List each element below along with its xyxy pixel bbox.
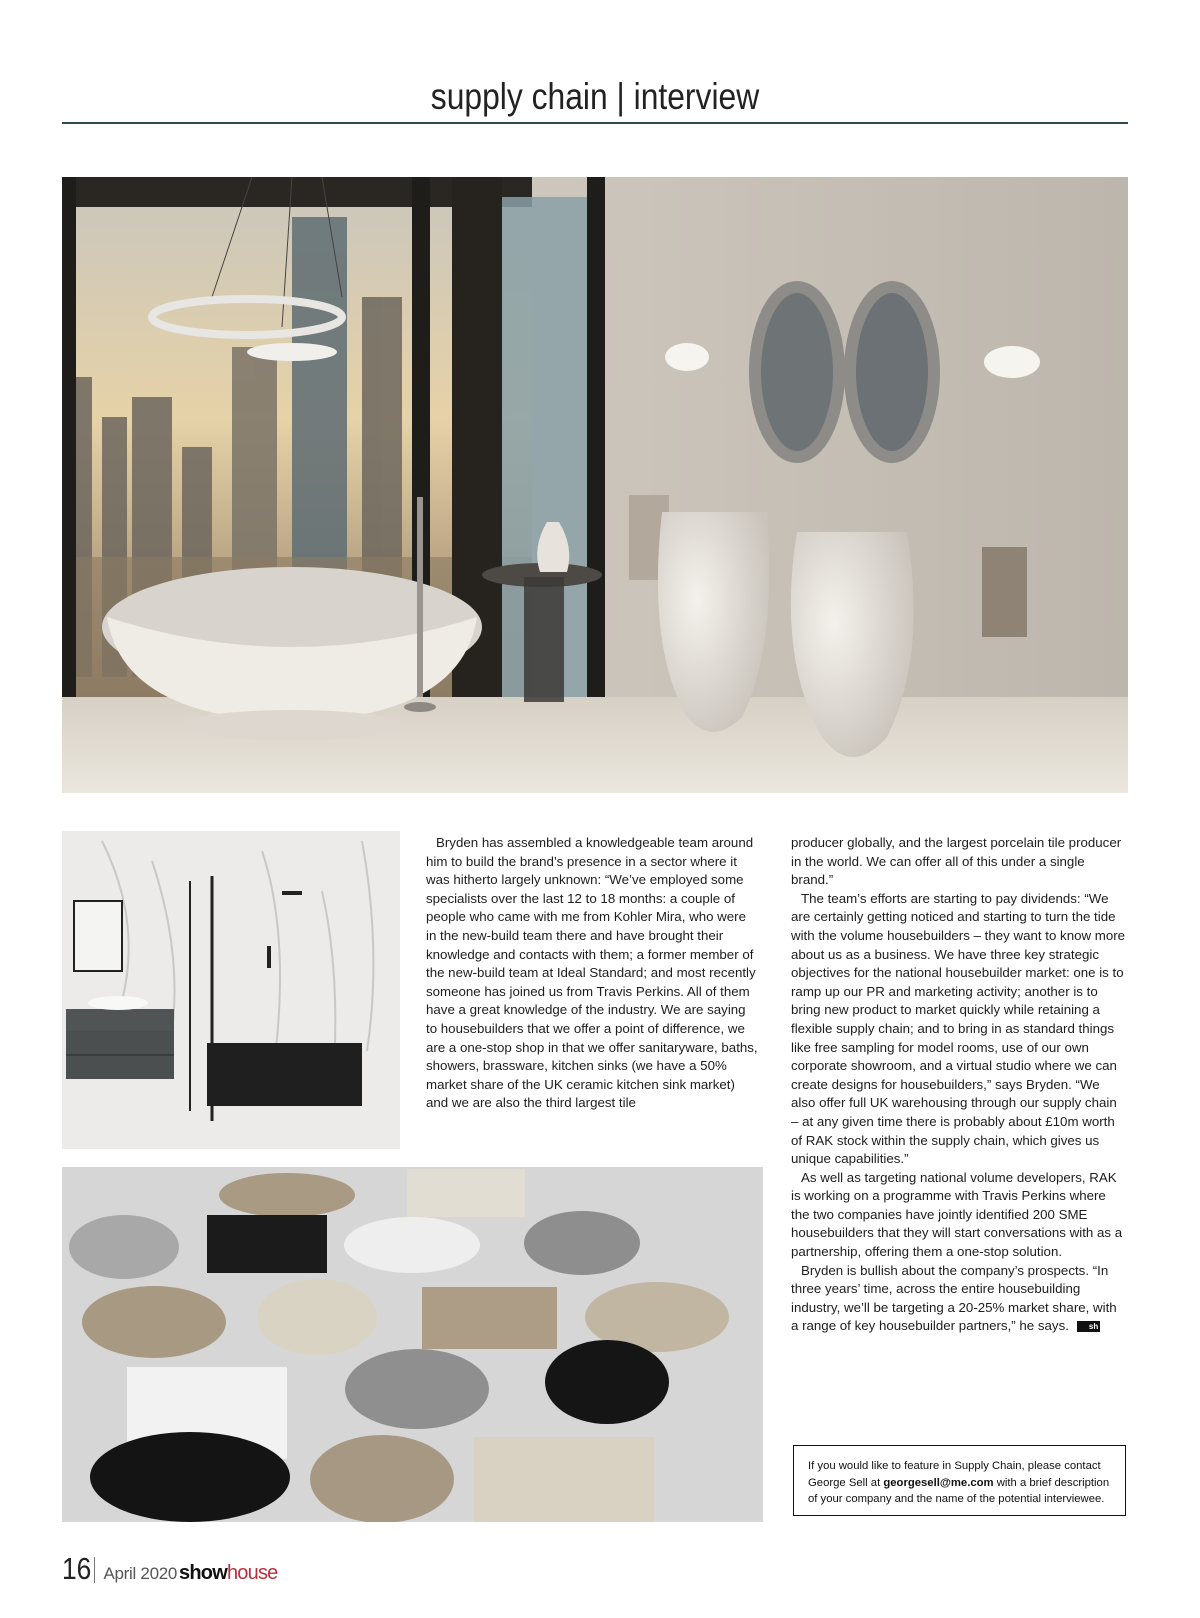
contact-email-link[interactable]: georgesell@me.com	[883, 1476, 994, 1489]
contact-text-b: with a brief description of your company and the name of the potential interviewee.	[808, 1476, 1110, 1505]
article-paragraph: Bryden has assembled a knowledgeable team around him to build the brand’s presence in a sector where it was hitherto largely unknown: “We’ve employed some specialists over the last 12 to 18 months: a couple of people who came with me from Kohler Mira, who were in the new-build team there and have brought their knowledge and contacts with them; a former member of the new-build team at Ideal Standard; and most recently someone has joined us from Travis Perkins. All of them have a great knowledge of the industry. We are saying to housebuilders that we offer a point of difference, we are a one-stop shop in that we offer sanitaryware, baths, showers, brassware, kitchen sinks (we have a 50% market share of the UK ceramic kitchen sink market) and we are also the third largest tile	[426, 835, 758, 1111]
article-paragraph-text: Bryden is bullish about the company’s prospects. “In three years’ time, across the entire housebuilding industry, we’ll be targeting a 20-25% market share, with a range of key housebuilder partners,” he says.	[791, 1262, 1117, 1334]
end-mark-icon: sh	[1077, 1321, 1100, 1332]
hero-bathroom-photo	[62, 177, 1128, 793]
contact-box	[793, 1445, 1126, 1516]
article-paragraph: The team’s efforts are starting to pay dividends: “We are certainly getting noticed and starting to turn the tide with the volume housebuilders – they want to know more about us as a business. We have three key strategic objectives for the national housebuilder market: one is to ramp up our PR and marketing activity; another is to bring new product to market quickly while retaining a flexible supply chain; and to bring in as standard things like free sampling for model rooms, use of our own corporate showroom, and a virtual studio where we can create designs for housebuilders,” says Bryden. “We also offer full UK warehousing through our supply chain – at any given time there is probably about £10m worth of RAK stock within the supply chain, which gives us unique capabilities.”	[791, 890, 1126, 1167]
section-title: supply chain | interview	[430, 76, 760, 117]
contact-text-a: If you would like to feature in Supply Chain, please contact George Sell at	[808, 1460, 1101, 1489]
shower-enclosure-photo	[62, 831, 400, 1149]
contact-text	[808, 1458, 1118, 1508]
issue-date: April 2020	[103, 1564, 178, 1583]
page-number: 16	[62, 1551, 92, 1586]
brand-logo-house: house	[226, 1562, 278, 1584]
article-column-2	[791, 834, 1127, 1336]
article-paragraph-final	[791, 1262, 1127, 1336]
brand-logo-show: show	[179, 1562, 227, 1584]
footer-divider	[94, 1557, 95, 1583]
page-footer	[62, 1551, 277, 1591]
article-paragraph: producer globally, and the largest porcelain tile producer in the world. We can offer all of this under a single brand.”	[791, 835, 1122, 888]
basin-collection-photo	[62, 1167, 763, 1522]
article-paragraph: As well as targeting national volume developers, RAK is working on a programme with Travis Perkins where the two companies have jointly identified 200 SME housebuilders that they will start conversations with as a partnership, offering them a one-stop solution.	[791, 1169, 1123, 1260]
article-column-1	[426, 834, 760, 1113]
section-header	[62, 70, 1128, 124]
